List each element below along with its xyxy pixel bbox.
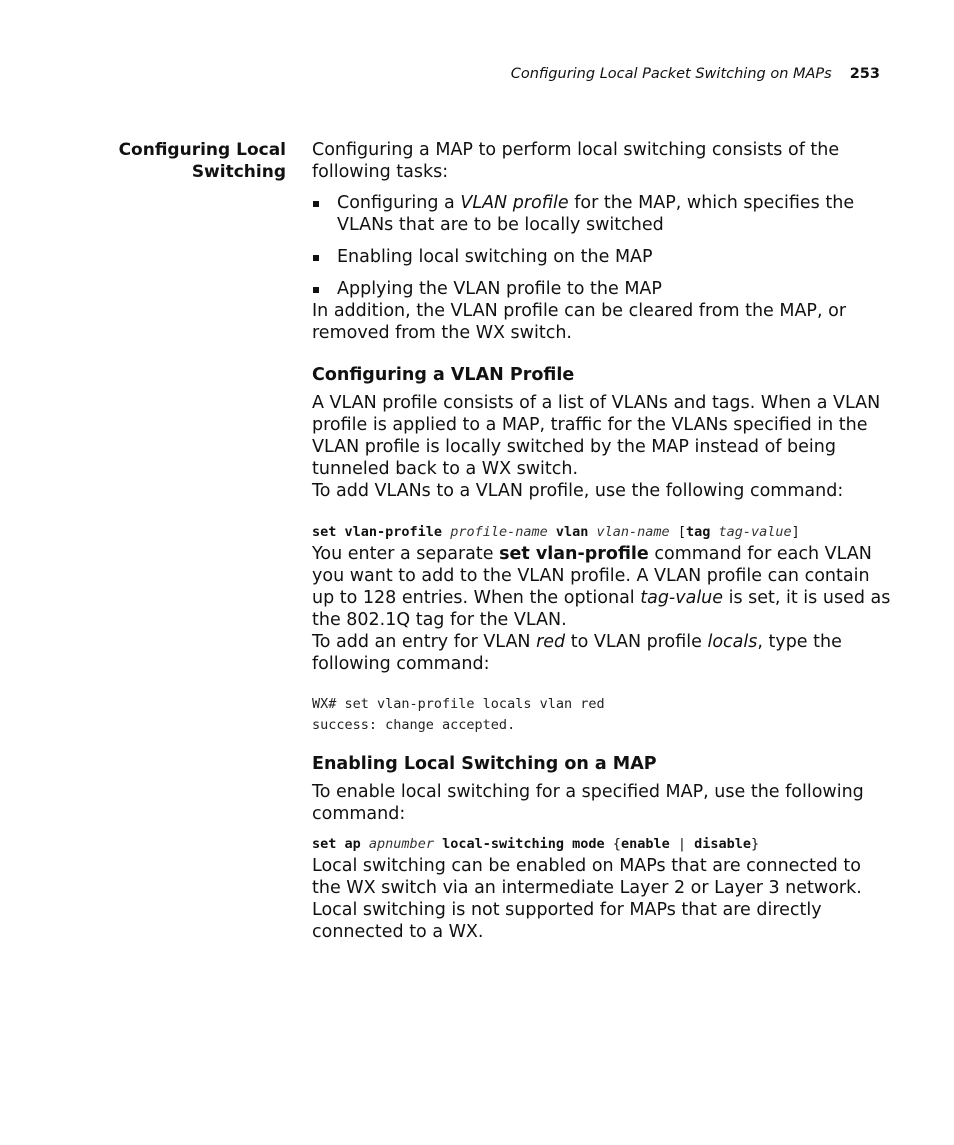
add-vlans-paragraph: To add VLANs to a VLAN profile, use the following command: bbox=[312, 481, 844, 501]
local-switching-note-paragraph: Local switching can be enabled on MAPs that are connected to the WX switch via an intermediate Layer 2 or Layer 3 network. Local switching is not supported for MAPs that are directly connected to a WX. bbox=[312, 856, 862, 942]
intro-paragraph: Configuring a MAP to perform local switching consists of the following tasks: bbox=[312, 140, 840, 182]
command-syntax-vlan-profile bbox=[312, 522, 892, 543]
separate-command-paragraph bbox=[312, 543, 892, 631]
code-line: WX# set vlan-profile locals vlan red bbox=[312, 696, 605, 712]
text-run-bold: set vlan-profile bbox=[499, 544, 649, 564]
side-heading-line1: Configuring Local bbox=[118, 140, 286, 160]
vlan-profile-paragraph: A VLAN profile consists of a list of VLANs and tags. When a VLAN profile is applied to a MAP, traffic for the VLANs specified in the VLAN profile is locally switched by the MAP instead of being tunneled back to a WX switch. bbox=[312, 393, 881, 479]
section-heading-enable-local-switching: Enabling Local Switching on a MAP bbox=[312, 754, 657, 774]
code-line: success: change accepted. bbox=[312, 717, 516, 733]
code-example bbox=[312, 694, 892, 736]
text-run: You enter a separate bbox=[312, 544, 500, 564]
cmd-keyword: disable bbox=[694, 836, 752, 852]
cmd-keyword: enable bbox=[620, 836, 670, 852]
bullet-square-icon bbox=[313, 287, 319, 293]
cmd-brace: } bbox=[751, 836, 760, 852]
text-run: to VLAN profile bbox=[565, 632, 708, 652]
list-item bbox=[312, 278, 892, 300]
cmd-keyword: set ap bbox=[312, 836, 361, 852]
text-run: command for each VLAN you want to add to the VLAN profile. A VLAN profile can contain up to 128 entries. When the optional bbox=[312, 544, 872, 608]
cmd-variable: apnumber bbox=[368, 836, 434, 852]
enable-paragraph: To enable local switching for a specified MAP, use the following command: bbox=[312, 782, 864, 824]
text-run-italic: locals bbox=[707, 632, 758, 652]
running-head bbox=[511, 66, 880, 82]
cmd-bracket: ] bbox=[791, 524, 800, 540]
bullet-square-icon bbox=[313, 201, 319, 207]
text-run: is set, it is used as the 802.1Q tag for the VLAN. bbox=[312, 588, 891, 630]
list-item-text-2: Enabling local switching on the MAP bbox=[337, 247, 653, 267]
text-run-italic: tag-value bbox=[640, 588, 724, 608]
side-heading-line2: Switching bbox=[191, 162, 286, 182]
cmd-variable: vlan-name bbox=[596, 524, 670, 540]
list-item-text-1a: Configuring a bbox=[337, 193, 461, 213]
command-syntax-local-switching bbox=[312, 834, 892, 855]
cmd-keyword: local-switching mode bbox=[442, 836, 605, 852]
side-heading bbox=[96, 139, 286, 183]
body-column bbox=[312, 139, 892, 943]
list-item bbox=[312, 246, 892, 268]
list-item-text-1c: for the MAP, which specifies the VLANs that are to be locally switched bbox=[337, 193, 855, 235]
text-run-italic: red bbox=[536, 632, 566, 652]
bullet-square-icon bbox=[313, 255, 319, 261]
task-list bbox=[312, 192, 892, 300]
page-number: 253 bbox=[849, 66, 880, 82]
cmd-pipe: | bbox=[677, 836, 686, 852]
cmd-variable: profile-name bbox=[450, 524, 548, 540]
cmd-keyword: set vlan-profile bbox=[312, 524, 443, 540]
cmd-variable: tag-value bbox=[718, 524, 792, 540]
add-entry-paragraph bbox=[312, 631, 892, 675]
cmd-bracket: [ bbox=[677, 524, 686, 540]
text-run: To add an entry for VLAN bbox=[312, 632, 537, 652]
addition-paragraph: In addition, the VLAN profile can be cleared from the MAP, or removed from the WX switch. bbox=[312, 301, 847, 343]
list-item-text-1b: VLAN profile bbox=[460, 193, 569, 213]
cmd-brace: { bbox=[612, 836, 621, 852]
list-item-text-3: Applying the VLAN profile to the MAP bbox=[337, 279, 662, 299]
list-item bbox=[312, 192, 892, 236]
cmd-keyword: vlan bbox=[555, 524, 589, 540]
running-head-title: Configuring Local Packet Switching on MAPs bbox=[510, 66, 832, 82]
section-heading-vlan-profile: Configuring a VLAN Profile bbox=[312, 365, 575, 385]
cmd-keyword: tag bbox=[685, 524, 711, 540]
text-run: , type the following command: bbox=[312, 632, 842, 674]
